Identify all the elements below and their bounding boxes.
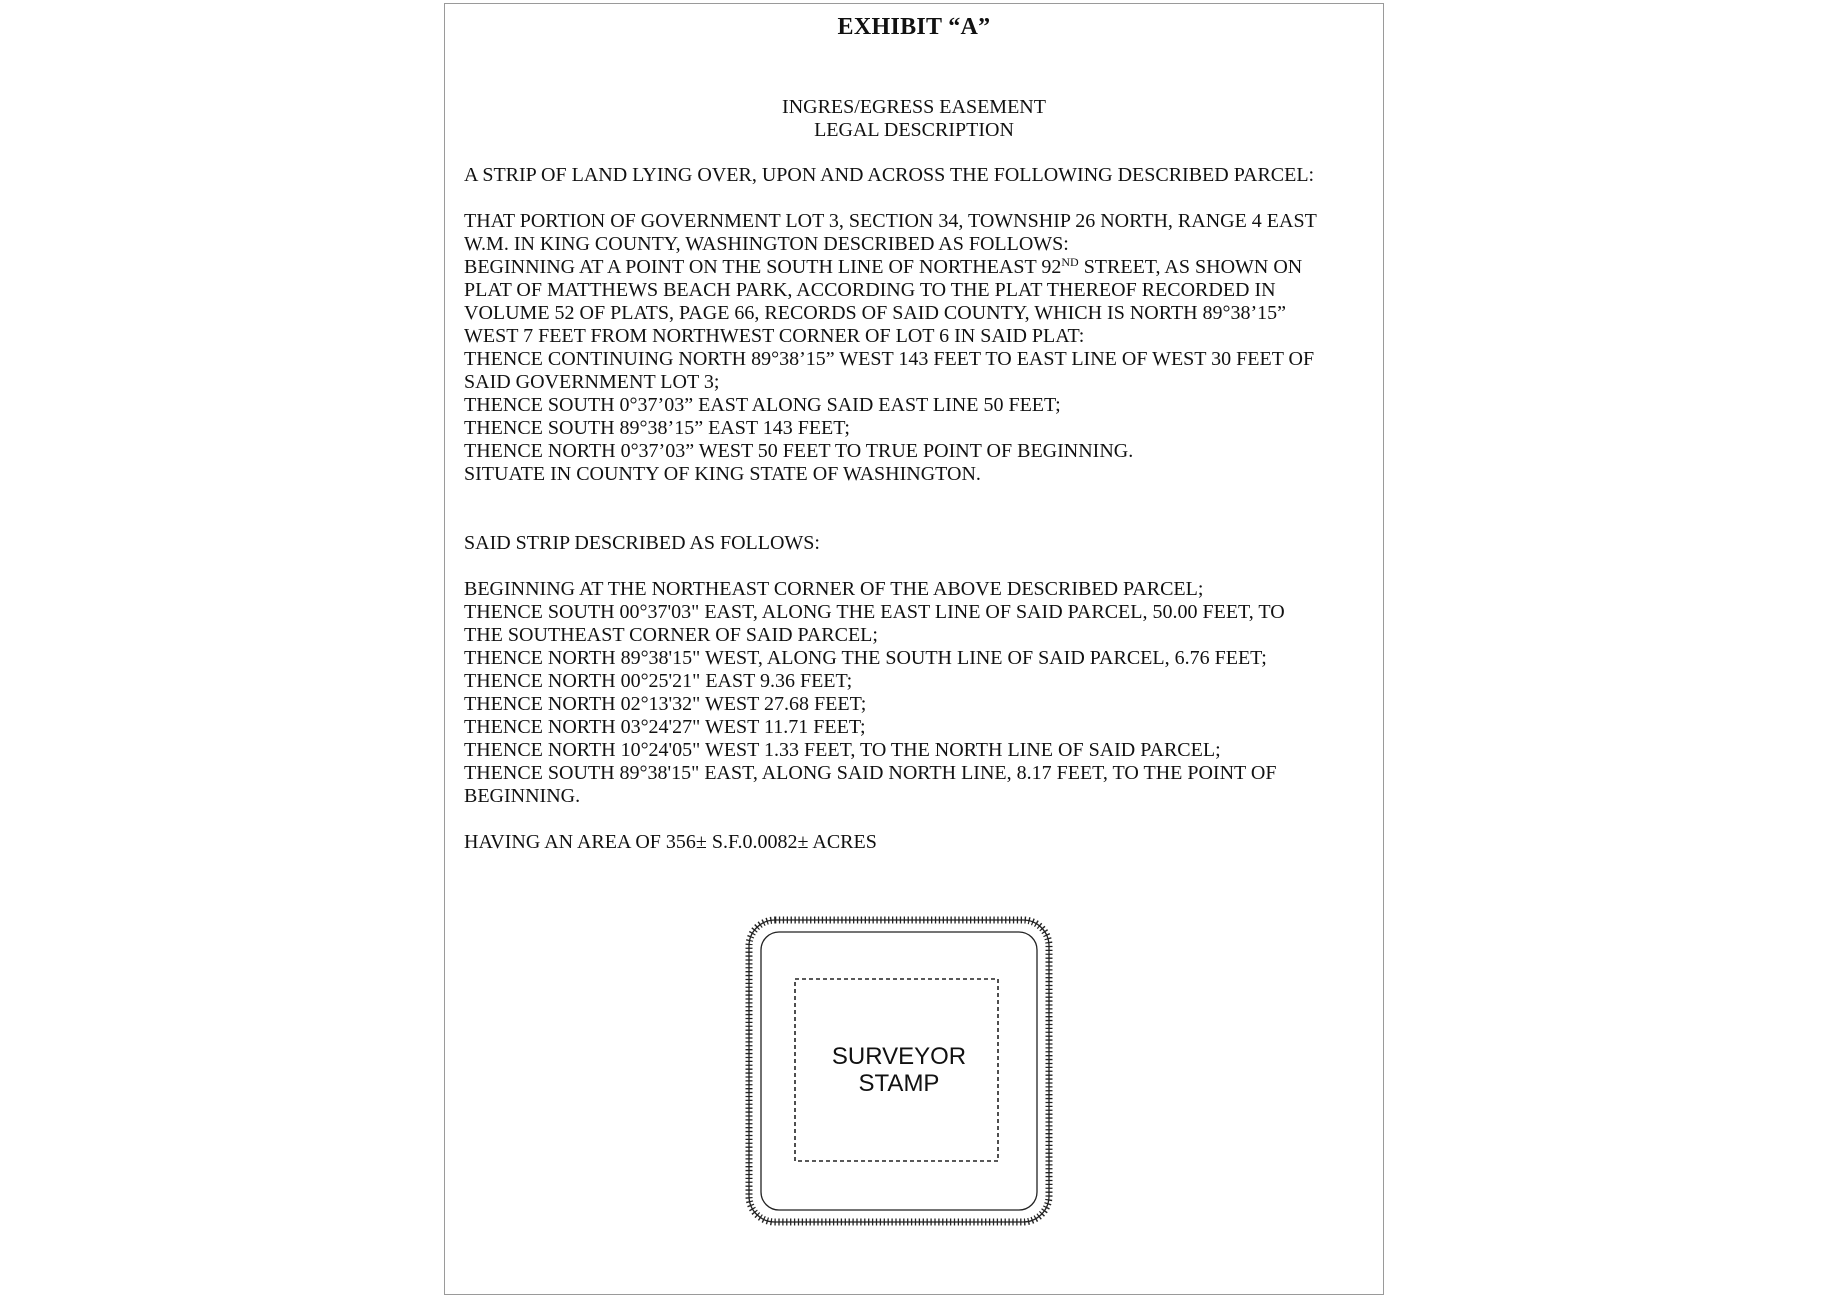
stamp-label-line-1: SURVEYOR — [831, 1043, 967, 1070]
parcel-line: THENCE SOUTH 0°37’03” EAST ALONG SAID EAST LINE 50 FEET; — [464, 394, 1061, 416]
parcel-line: SITUATE IN COUNTY OF KING STATE OF WASHINGTON. — [464, 463, 981, 485]
parcel-line: VOLUME 52 OF PLATS, PAGE 66, RECORDS OF SAID COUNTY, WHICH IS NORTH 89°38’15” — [464, 302, 1287, 324]
beginning-suffix: STREET, AS SHOWN ON — [1078, 256, 1303, 278]
parcel-line: THAT PORTION OF GOVERNMENT LOT 3, SECTION 34, TOWNSHIP 26 NORTH, RANGE 4 EAST — [464, 210, 1317, 232]
intro-paragraph: A STRIP OF LAND LYING OVER, UPON AND ACROSS THE FOLLOWING DESCRIBED PARCEL: — [464, 164, 1315, 186]
area-statement: HAVING AN AREA OF 356± S.F.0.0082± ACRES — [464, 831, 877, 853]
beginning-prefix: BEGINNING AT A POINT ON THE SOUTH LINE OF NORTHEAST 92 — [464, 256, 1062, 278]
strip-line: THENCE NORTH 10°24'05" WEST 1.33 FEET, TO THE NORTH LINE OF SAID PARCEL; — [464, 739, 1221, 761]
strip-line: THENCE NORTH 89°38'15" WEST, ALONG THE SOUTH LINE OF SAID PARCEL, 6.76 FEET; — [464, 647, 1267, 669]
strip-heading: SAID STRIP DESCRIBED AS FOLLOWS: — [464, 532, 820, 554]
parcel-line: W.M. IN KING COUNTY, WASHINGTON DESCRIBED AS FOLLOWS: — [464, 233, 1069, 255]
strip-line: BEGINNING. — [464, 785, 581, 807]
legal-description-body — [464, 164, 1374, 854]
stamp-label-line-2: STAMP — [858, 1070, 940, 1097]
beginning-line — [464, 256, 1374, 279]
parcel-line: PLAT OF MATTHEWS BEACH PARK, ACCORDING TO THE PLAT THEREOF RECORDED IN — [464, 279, 1276, 301]
subheading-line-2: LEGAL DESCRIPTION — [814, 119, 1014, 141]
ordinal-superscript: ND — [1061, 255, 1079, 269]
parcel-line: SAID GOVERNMENT LOT 3; — [464, 371, 720, 393]
strip-line: THENCE NORTH 00°25'21" EAST 9.36 FEET; — [464, 670, 853, 692]
parcel-line: THENCE NORTH 0°37’03” WEST 50 FEET TO TRUE POINT OF BEGINNING. — [464, 440, 1134, 462]
exhibit-title: EXHIBIT “A” — [837, 14, 991, 40]
document-page — [444, 3, 1384, 1295]
strip-line: THENCE SOUTH 89°38'15" EAST, ALONG SAID NORTH LINE, 8.17 FEET, TO THE POINT OF — [464, 762, 1277, 784]
strip-line: THE SOUTHEAST CORNER OF SAID PARCEL; — [464, 624, 878, 646]
strip-line: BEGINNING AT THE NORTHEAST CORNER OF THE ABOVE DESCRIBED PARCEL; — [464, 578, 1204, 600]
surveyor-stamp — [745, 916, 1053, 1226]
subheading-line-1: INGRES/EGRESS EASEMENT — [782, 96, 1046, 118]
strip-line: THENCE SOUTH 00°37'03" EAST, ALONG THE EAST LINE OF SAID PARCEL, 50.00 FEET, TO — [464, 601, 1285, 623]
parcel-line: THENCE SOUTH 89°38’15” EAST 143 FEET; — [464, 417, 850, 439]
parcel-line: WEST 7 FEET FROM NORTHWEST CORNER OF LOT 6 IN SAID PLAT: — [464, 325, 1085, 347]
strip-line: THENCE NORTH 02°13'32" WEST 27.68 FEET; — [464, 693, 867, 715]
easement-subheading — [445, 96, 1383, 142]
parcel-line: THENCE CONTINUING NORTH 89°38’15” WEST 143 FEET TO EAST LINE OF WEST 30 FEET OF — [464, 348, 1315, 370]
strip-line: THENCE NORTH 03°24'27" WEST 11.71 FEET; — [464, 716, 866, 738]
